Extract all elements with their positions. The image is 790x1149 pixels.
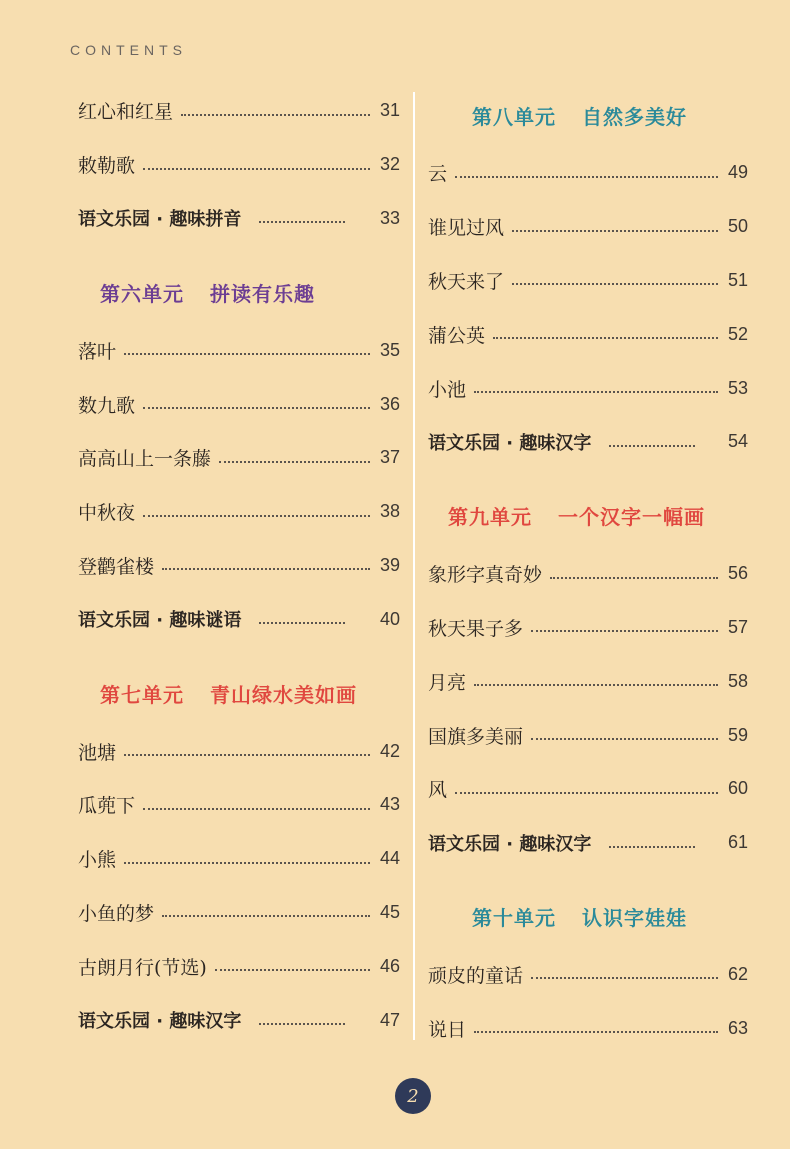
toc-page-number: 31 [379, 100, 400, 121]
toc-page-number: 57 [727, 616, 748, 637]
section-unit: 第七单元 [100, 682, 184, 707]
toc-page-number: 63 [727, 1017, 748, 1038]
toc-page-number: 33 [379, 207, 400, 228]
toc-entry[interactable] [78, 323, 400, 377]
toc-entry[interactable] [78, 993, 400, 1047]
toc-left-column [78, 84, 400, 1047]
section-heading [78, 646, 400, 724]
section-unit: 第九单元 [448, 505, 532, 530]
toc-leader-dots [124, 862, 370, 864]
toc-entry-title: 中秋夜 [78, 502, 136, 525]
toc-entry[interactable] [78, 485, 400, 539]
toc-entry-title: 月亮 [428, 671, 467, 694]
toc-leader-dots [259, 622, 345, 624]
section-unit: 第八单元 [472, 104, 556, 129]
toc-leader-dots [512, 283, 718, 285]
toc-leader-dots [259, 221, 345, 223]
toc-leader-dots [609, 846, 695, 848]
section-unit: 第十单元 [472, 906, 556, 931]
section-heading [428, 84, 748, 146]
toc-page-number: 53 [727, 377, 748, 398]
toc-entry-title: 云 [428, 163, 448, 186]
toc-leader-dots [259, 1023, 345, 1025]
toc-leader-dots [512, 230, 718, 232]
toc-entry[interactable] [428, 601, 748, 655]
toc-entry-title: 池塘 [78, 741, 117, 764]
toc-page-number: 54 [727, 431, 748, 452]
toc-leader-dots [474, 391, 718, 393]
toc-entry-title: 登鹳雀楼 [78, 555, 155, 578]
toc-page-number: 49 [727, 162, 748, 183]
toc-page-number: 56 [727, 563, 748, 584]
page-number-badge [395, 1078, 431, 1114]
toc-page-number: 37 [379, 447, 400, 468]
toc-page-number: 45 [379, 901, 400, 922]
toc-entry-title: 红心和红星 [78, 101, 174, 124]
toc-entry[interactable] [428, 816, 748, 870]
toc-entry-title: 语文乐园 · 趣味汉字 [428, 833, 592, 855]
toc-entry[interactable] [78, 84, 400, 138]
toc-entry-title: 瓜蔸下 [78, 795, 136, 818]
section-unit: 第六单元 [100, 281, 184, 306]
toc-page-number: 42 [379, 740, 400, 761]
section-heading [428, 870, 748, 948]
page-number: 2 [407, 1085, 419, 1107]
toc-leader-dots [162, 568, 370, 570]
toc-entry[interactable] [428, 415, 748, 469]
toc-entry[interactable] [78, 724, 400, 778]
toc-page-number: 59 [727, 724, 748, 745]
toc-entry-title: 语文乐园 · 趣味谜语 [78, 610, 242, 632]
toc-leader-dots [531, 738, 718, 740]
toc-entry[interactable] [428, 1001, 748, 1055]
toc-leader-dots [455, 792, 718, 794]
toc-page-number: 61 [727, 832, 748, 853]
toc-page-number: 43 [379, 794, 400, 815]
toc-entry[interactable] [428, 762, 748, 816]
toc-entry[interactable] [78, 832, 400, 886]
toc-page-number: 32 [379, 154, 400, 175]
section-theme: 拼读有乐趣 [210, 281, 315, 306]
toc-page-number: 51 [727, 269, 748, 290]
toc-entry-title: 谁见过风 [428, 217, 505, 240]
toc-leader-dots [143, 168, 370, 170]
toc-entry[interactable] [78, 592, 400, 646]
toc-leader-dots [143, 808, 370, 810]
toc-page-number: 50 [727, 216, 748, 237]
toc-page-number: 35 [379, 339, 400, 360]
toc-entry-title: 语文乐园 · 趣味汉字 [428, 432, 592, 454]
toc-entry-title: 小池 [428, 378, 467, 401]
toc-leader-dots [493, 337, 718, 339]
toc-leader-dots [219, 461, 370, 463]
contents-label: CONTENTS [70, 42, 187, 58]
toc-entry-title: 敕勒歌 [78, 155, 136, 178]
toc-entry-title: 秋天来了 [428, 270, 505, 293]
toc-leader-dots [143, 407, 370, 409]
toc-entry-title: 落叶 [78, 340, 117, 363]
toc-entry-title: 语文乐园 · 趣味拼音 [78, 209, 242, 231]
toc-page-number: 40 [379, 608, 400, 629]
toc-entry[interactable] [78, 192, 400, 246]
toc-leader-dots [609, 445, 695, 447]
toc-page-number: 38 [379, 501, 400, 522]
toc-leader-dots [455, 176, 718, 178]
toc-leader-dots [181, 114, 370, 116]
section-theme: 认识字娃娃 [582, 906, 687, 931]
column-divider [413, 92, 415, 1040]
toc-page-number: 36 [379, 393, 400, 414]
toc-leader-dots [143, 515, 370, 517]
toc-leader-dots [124, 353, 370, 355]
toc-leader-dots [550, 577, 718, 579]
toc-leader-dots [531, 630, 718, 632]
toc-entry-title: 蒲公英 [428, 324, 486, 347]
toc-entry[interactable] [78, 886, 400, 940]
section-heading [78, 245, 400, 323]
toc-leader-dots [215, 969, 370, 971]
section-theme: 青山绿水美如画 [210, 682, 357, 707]
toc-entry[interactable] [428, 654, 748, 708]
toc-page-number: 58 [727, 670, 748, 691]
toc-entry[interactable] [428, 948, 748, 1002]
section-heading [428, 469, 748, 547]
toc-leader-dots [474, 1031, 718, 1033]
section-theme: 自然多美好 [582, 104, 687, 129]
toc-entry[interactable] [78, 431, 400, 485]
toc-page-number: 60 [727, 778, 748, 799]
toc-entry[interactable] [78, 939, 400, 993]
toc-entry-title: 小熊 [78, 849, 117, 872]
toc-leader-dots [124, 754, 370, 756]
toc-leader-dots [474, 684, 718, 686]
toc-entry-title: 秋天果子多 [428, 617, 524, 640]
toc-entry-title: 国旗多美丽 [428, 725, 524, 748]
toc-entry-title: 语文乐园 · 趣味汉字 [78, 1011, 242, 1033]
toc-entry-title: 数九歌 [78, 394, 136, 417]
toc-entry-title: 说日 [428, 1018, 467, 1041]
toc-entry-title: 象形字真奇妙 [428, 564, 543, 587]
toc-right-column [428, 84, 748, 1055]
toc-entry[interactable] [428, 361, 748, 415]
toc-entry-title: 高高山上一条藤 [78, 448, 212, 471]
toc-entry[interactable] [78, 539, 400, 593]
toc-page-number: 46 [379, 955, 400, 976]
toc-page-number: 39 [379, 554, 400, 575]
toc-page-number: 52 [727, 323, 748, 344]
toc-entry[interactable] [78, 138, 400, 192]
toc-leader-dots [162, 915, 370, 917]
section-theme: 一个汉字一幅画 [558, 505, 705, 530]
toc-page-number: 47 [379, 1009, 400, 1030]
toc-leader-dots [531, 977, 718, 979]
toc-entry[interactable] [428, 307, 748, 361]
toc-entry[interactable] [78, 778, 400, 832]
toc-entry[interactable] [428, 547, 748, 601]
toc-entry-title: 小鱼的梦 [78, 902, 155, 925]
toc-entry-title: 古朗月行(节选) [78, 956, 207, 979]
toc-entry[interactable] [78, 377, 400, 431]
toc-entry-title: 顽皮的童话 [428, 964, 524, 987]
toc-entry[interactable] [428, 708, 748, 762]
toc-page-number: 44 [379, 848, 400, 869]
toc-entry[interactable] [428, 254, 748, 308]
toc-entry[interactable] [428, 146, 748, 200]
toc-page-number: 62 [727, 963, 748, 984]
toc-entry[interactable] [428, 200, 748, 254]
toc-entry-title: 风 [428, 779, 448, 802]
